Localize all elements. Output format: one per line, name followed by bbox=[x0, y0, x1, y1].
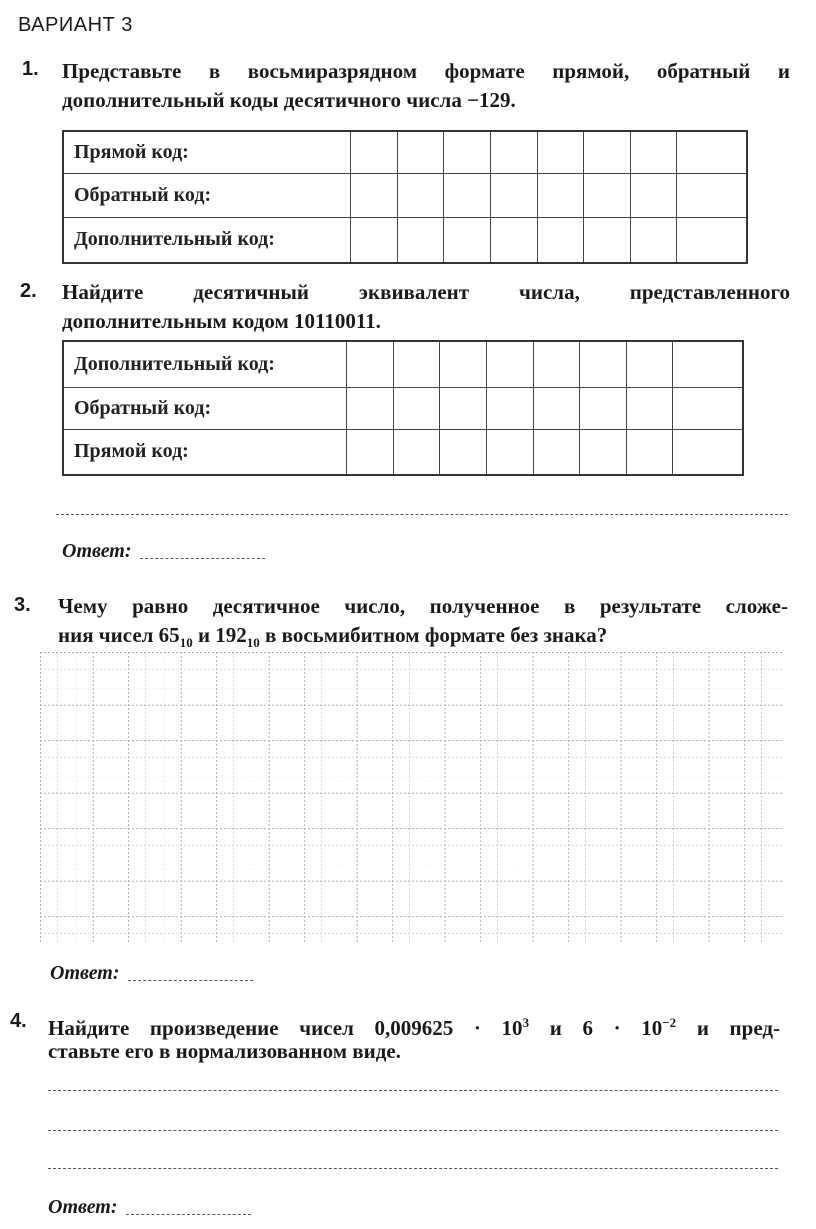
bit-cell[interactable] bbox=[673, 341, 743, 387]
question-3-line-2: ния чисел $65_{10}$ и $192_{10}$ в восьмибитном формате без знака? bbox=[58, 623, 608, 651]
bit-cell[interactable] bbox=[673, 387, 743, 429]
bit-cell[interactable] bbox=[677, 217, 747, 263]
bit-cell[interactable] bbox=[677, 131, 747, 173]
bit-cell[interactable] bbox=[537, 131, 584, 173]
answer-label: Ответ: bbox=[50, 962, 120, 984]
answer-field[interactable] bbox=[128, 980, 253, 981]
bit-cell[interactable] bbox=[580, 387, 627, 429]
bit-cell[interactable] bbox=[397, 173, 444, 217]
bit-cell[interactable] bbox=[440, 429, 487, 475]
row-label-direct-code: Прямой код: bbox=[63, 131, 351, 173]
answer-label: Ответ: bbox=[48, 1196, 118, 1218]
bit-cell[interactable] bbox=[533, 387, 580, 429]
bit-cell[interactable] bbox=[393, 429, 440, 475]
row-label-additional-code: Дополнительный код: bbox=[63, 217, 351, 263]
bit-cell[interactable] bbox=[486, 341, 533, 387]
question-1-number: 1. bbox=[22, 58, 39, 80]
bit-cell[interactable] bbox=[626, 429, 673, 475]
bit-cell[interactable] bbox=[630, 173, 677, 217]
answer-work-line[interactable] bbox=[48, 1168, 778, 1169]
bit-cell[interactable] bbox=[580, 341, 627, 387]
bit-cell[interactable] bbox=[393, 387, 440, 429]
bit-cell[interactable] bbox=[351, 131, 398, 173]
question-3-number: 3. bbox=[14, 594, 31, 616]
question-4-answer bbox=[48, 1196, 251, 1219]
table-row bbox=[63, 387, 743, 429]
bit-cell[interactable] bbox=[584, 217, 631, 263]
question-1-line-1: Представьте в восьмиразрядном формате прямой, обратный и bbox=[62, 59, 790, 83]
row-label-additional-code: Дополнительный код: bbox=[63, 341, 347, 387]
question-2-line-2: дополнительным кодом 10110011. bbox=[62, 309, 381, 333]
row-label-direct-code: Прямой код: bbox=[63, 429, 347, 475]
bit-cell[interactable] bbox=[537, 217, 584, 263]
bit-cell[interactable] bbox=[444, 173, 491, 217]
answer-work-line[interactable] bbox=[48, 1130, 778, 1131]
bit-cell[interactable] bbox=[630, 217, 677, 263]
question-4-number: 4. bbox=[10, 1010, 27, 1032]
question-2-number: 2. bbox=[20, 280, 37, 302]
question-2-answer bbox=[62, 540, 265, 563]
answer-work-line[interactable] bbox=[48, 1090, 778, 1091]
bit-cell[interactable] bbox=[486, 387, 533, 429]
question-1-code-table bbox=[62, 130, 748, 264]
question-3-answer bbox=[50, 962, 253, 985]
question-1-line-2: дополнительный коды десятичного числа −129. bbox=[62, 88, 516, 112]
row-label-inverse-code: Обратный код: bbox=[63, 387, 347, 429]
bit-cell[interactable] bbox=[393, 341, 440, 387]
question-3-line-1: Чему равно десятичное число, полученное в результате сложе- bbox=[58, 594, 788, 618]
bit-cell[interactable] bbox=[351, 217, 398, 263]
bit-cell[interactable] bbox=[347, 429, 394, 475]
bit-cell[interactable] bbox=[444, 217, 491, 263]
table-row bbox=[63, 217, 747, 263]
bit-cell[interactable] bbox=[351, 173, 398, 217]
bit-cell[interactable] bbox=[533, 341, 580, 387]
bit-cell[interactable] bbox=[490, 173, 537, 217]
table-row bbox=[63, 341, 743, 387]
bit-cell[interactable] bbox=[584, 173, 631, 217]
table-row bbox=[63, 429, 743, 475]
answer-field[interactable] bbox=[126, 1214, 251, 1215]
bit-cell[interactable] bbox=[677, 173, 747, 217]
bit-cell[interactable] bbox=[626, 387, 673, 429]
bit-cell[interactable] bbox=[626, 341, 673, 387]
answer-field[interactable] bbox=[140, 558, 265, 559]
table-row bbox=[63, 173, 747, 217]
bit-cell[interactable] bbox=[490, 217, 537, 263]
bit-cell[interactable] bbox=[440, 341, 487, 387]
bit-cell[interactable] bbox=[440, 387, 487, 429]
bit-cell[interactable] bbox=[397, 217, 444, 263]
question-2-code-table bbox=[62, 340, 744, 476]
bit-cell[interactable] bbox=[486, 429, 533, 475]
bit-cell[interactable] bbox=[444, 131, 491, 173]
answer-work-line[interactable] bbox=[56, 514, 788, 515]
bit-cell[interactable] bbox=[397, 131, 444, 173]
question-4-line-1: Найдите произведение чисел $0,009625 \cdot 10^3$ и $6 \cdot 10^{-2}$ и пред- bbox=[48, 1015, 780, 1040]
bit-cell[interactable] bbox=[630, 131, 677, 173]
bit-cell[interactable] bbox=[673, 429, 743, 475]
question-4-line-2: ставьте его в нормализованном виде. bbox=[48, 1039, 401, 1063]
bit-cell[interactable] bbox=[537, 173, 584, 217]
row-label-inverse-code: Обратный код: bbox=[63, 173, 351, 217]
table-row bbox=[63, 131, 747, 173]
variant-title: ВАРИАНТ 3 bbox=[18, 14, 133, 36]
bit-cell[interactable] bbox=[580, 429, 627, 475]
bit-cell[interactable] bbox=[347, 341, 394, 387]
bit-cell[interactable] bbox=[347, 387, 394, 429]
bit-cell[interactable] bbox=[490, 131, 537, 173]
bit-cell[interactable] bbox=[584, 131, 631, 173]
answer-label: Ответ: bbox=[62, 540, 132, 562]
question-2-line-1: Найдите десятичный эквивалент числа, представленного bbox=[62, 280, 790, 304]
scratch-grid[interactable] bbox=[40, 652, 782, 942]
bit-cell[interactable] bbox=[533, 429, 580, 475]
